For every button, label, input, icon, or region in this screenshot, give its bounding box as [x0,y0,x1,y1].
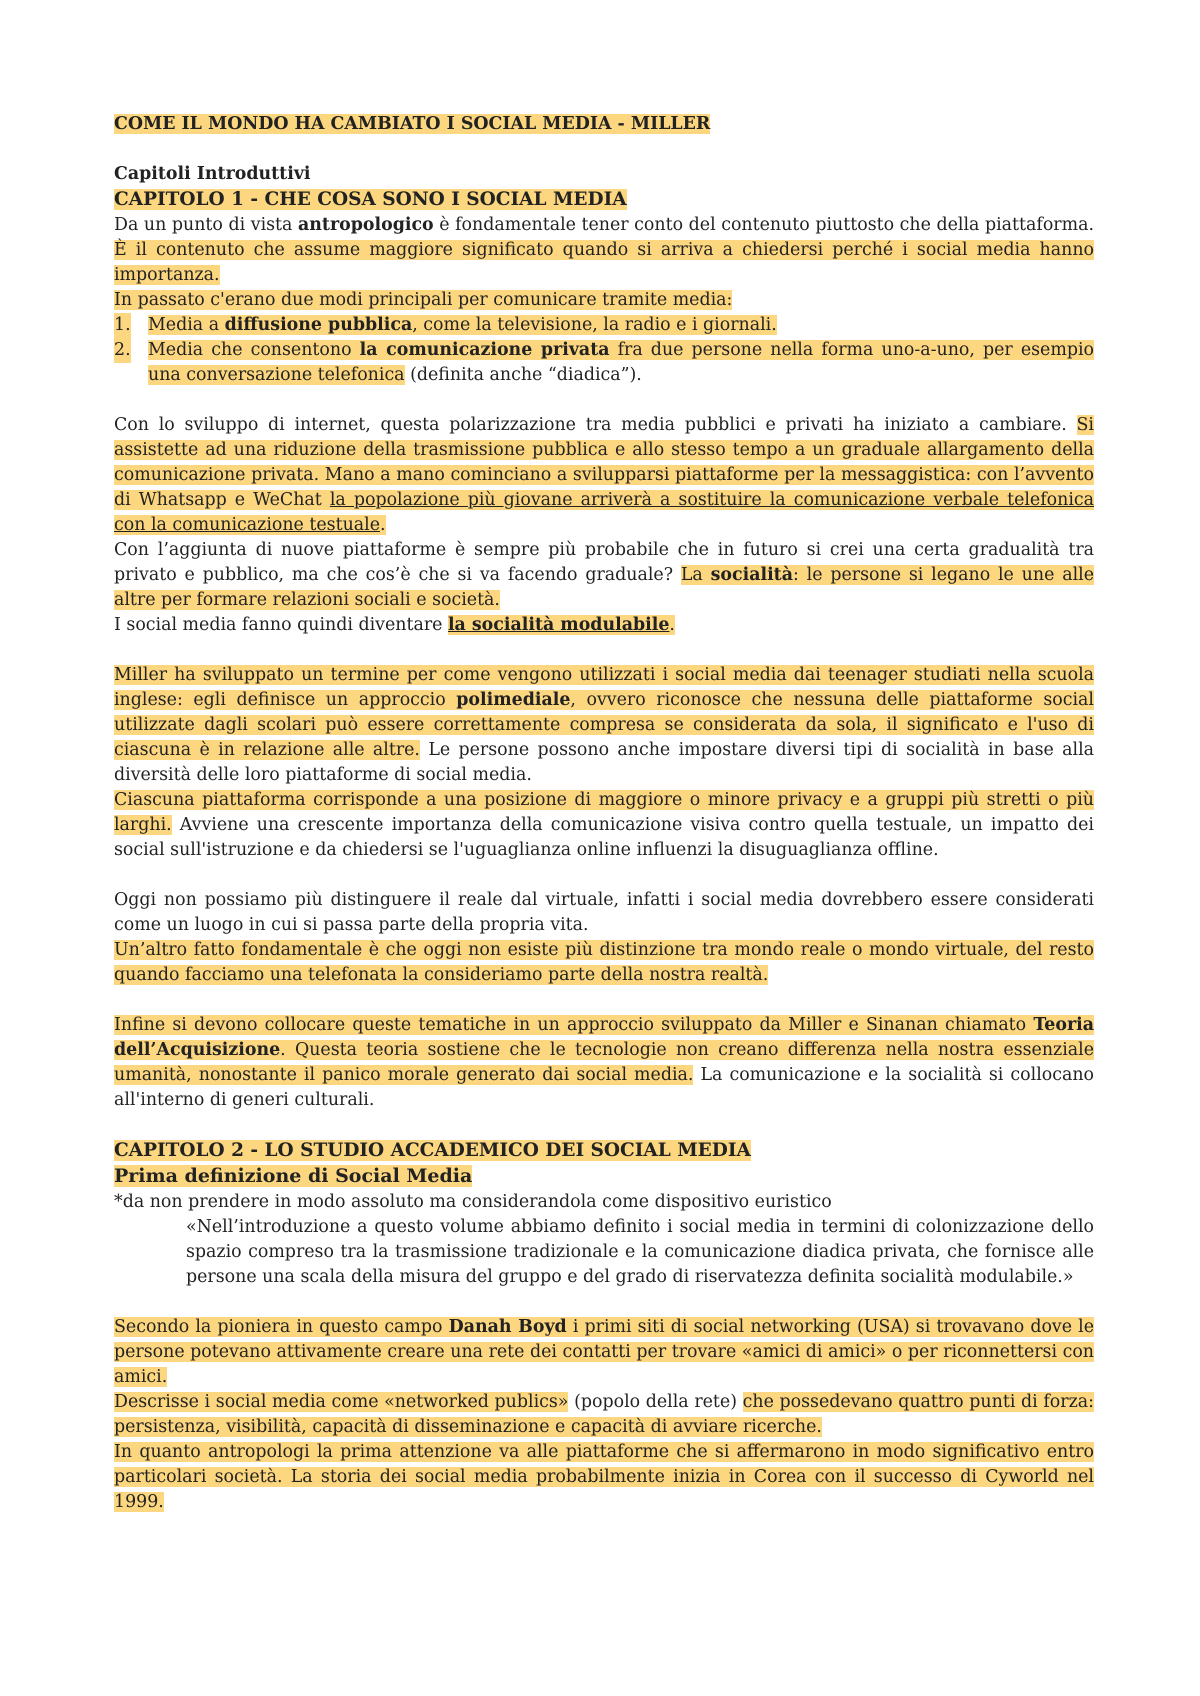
media-types-list [114,313,1094,388]
chapter1-paragraph-9: Un’altro fatto fondamentale è che oggi non esiste più distinzione tra mondo reale o mondo virtuale, del resto quando facciamo una telefonata la consideriamo parte della nostra realtà. [114,940,1094,985]
chapter2-paragraph-2: Descrisse i social media come «networked publics» (popolo della rete) che possedevano quattro punti di forza: persistenza, visibilità, capacità di disseminazione e capacità di avviare ricerche. [114,1392,1094,1437]
chapter1-paragraph-4: Con l’aggiunta di nuove piattaforme è sempre più probabile che in futuro si crei una certa gradualità tra privato e pubblico, ma che cos’è che si va facendo graduale? La socialità: le persone si legano le une alle altre per formare relazioni sociali e società. [114,540,1094,610]
chapter1-paragraph-5: I social media fanno quindi diventare la socialità modulabile. [114,615,675,635]
chapter1-paragraph-8: Oggi non possiamo più distinguere il reale dal virtuale, infatti i social media dovrebbero essere considerati come un luogo in cui si passa parte della propria vita. [114,890,1094,935]
chapter1-heading: CAPITOLO 1 - CHE COSA SONO I SOCIAL MEDIA [114,189,627,210]
spacer [114,638,1094,663]
chapter2-quote: «Nell’introduzione a questo volume abbiamo definito i social media in termini di colonizzazione dello spazio compreso tra la trasmissione tradizionale e la comunicazione diadica privata, che fornisce alle persone una scala della misura del gruppo e del grado di riservatezza definita socialità modulabile.» [186,1217,1094,1287]
spacer [114,137,1094,162]
chapter1-paragraph-3: Con lo sviluppo di internet, questa polarizzazione tra media pubblici e privati ha iniziato a cambiare. Si assistette ad una riduzione della trasmissione pubblica e allo stesso tempo a un graduale allargamento della comunicazione privata. Mano a mano cominciano a svilupparsi piattaforme per la messaggistica: con l’avvento di Whatsapp e WeChat la popolazione più giovane arriverà a sostituire la comunicazione verbale telefonica con la comunicazione testuale. [114,415,1094,535]
list-item: 2. Media che consentono la comunicazione privata fra due persone nella forma uno-a-uno, per esempio una conversazione telefonica (definita anche “diadica”). [114,340,1094,385]
spacer [114,1290,1094,1315]
chapter2-note: *da non prendere in modo assoluto ma considerandola come dispositivo euristico [114,1192,832,1212]
chapter1-paragraph-1: Da un punto di vista antropologico è fondamentale tener conto del contenuto piuttosto che della piattaforma. È il contenuto che assume maggiore significato quando si arriva a chiedersi perché i social media hanno importanza. [114,215,1094,285]
chapter2-subheading: Prima definizione di Social Media [114,1165,473,1187]
chapter1-paragraph-6: Miller ha sviluppato un termine per come vengono utilizzati i social media dai teenager studiati nella scuola inglese: egli definisce un approccio polimediale, ovvero riconosce che nessuna delle piattaforme social utilizzate dagli scolari può essere correttamente compresa se considerata da sola, il significato e l'uso di ciascuna è in relazione alle altre. Le persone possono anche impostare diversi tipi di socialità in base alla diversità delle loro piattaforme di social media. [114,665,1094,785]
chapter2-heading: CAPITOLO 2 - LO STUDIO ACCADEMICO DEI SOCIAL MEDIA [114,1140,751,1161]
chapter1-paragraph-2: In passato c'erano due modi principali per comunicare tramite media: [114,290,733,310]
spacer [114,863,1094,888]
document-title: COME IL MONDO HA CAMBIATO I SOCIAL MEDIA - MILLER [114,114,711,134]
spacer [114,1113,1094,1138]
list-item: 1. Media a diffusione pubblica, come la televisione, la radio e i giornali. [114,313,1094,338]
chapter2-paragraph-3: In quanto antropologi la prima attenzione va alle piattaforme che si affermarono in modo significativo entro particolari società. La storia dei social media probabilmente inizia in Corea con il successo di Cyworld nel 1999. [114,1442,1094,1512]
chapter2-paragraph-1: Secondo la pioniera in questo campo Danah Boyd i primi siti di social networking (USA) si trovavano dove le persone potevano attivamente creare una rete dei contatti per trovare «amici di amici» o per riconnettersi con amici. [114,1317,1094,1387]
chapter1-paragraph-7: Ciascuna piattaforma corrisponde a una posizione di maggiore o minore privacy e a gruppi più stretti o più larghi. Avviene una crescente importanza della comunicazione visiva contro quella testuale, un impatto dei social sull'istruzione e da chiedersi se l'uguaglianza online influenzi la disuguaglianza offline. [114,790,1094,860]
spacer [114,388,1094,413]
chapter1-paragraph-10: Infine si devono collocare queste tematiche in un approccio sviluppato da Miller e Sinanan chiamato Teoria dell’Acquisizione. Questa teoria sostiene che le tecnologie non creano differenza nella nostra essenziale umanità, nonostante il panico morale generato dai social media. La comunicazione e la socialità si collocano all'interno di generi culturali. [114,1015,1095,1110]
spacer [114,988,1094,1013]
document-page [114,112,1094,1515]
intro-heading: Capitoli Introduttivi [114,164,311,184]
